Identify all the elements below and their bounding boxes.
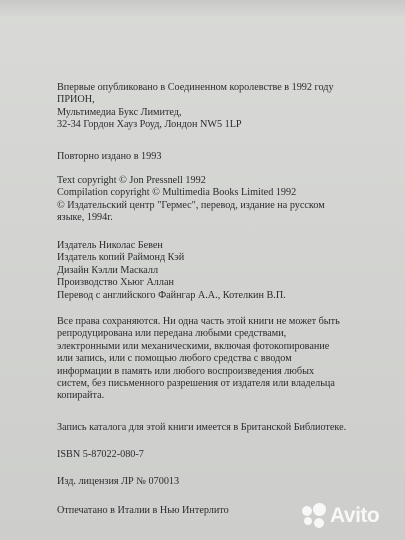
reprint-block — [57, 151, 405, 163]
reprint-line: Повторно издано в 1993 — [57, 151, 162, 162]
imprint-line: Впервые опубликовано в Соединенном королевстве в 1992 году — [57, 82, 334, 93]
license-line: Изд. лицензия ЛР № 070013 — [57, 476, 180, 487]
credit-line: Издатель Николас Бевен — [57, 240, 163, 251]
copyright-block — [57, 175, 405, 225]
copyright-line: языке, 1994г. — [57, 212, 113, 224]
copyright-line: © Издательский центр "Гермес", перевод, издание на русском — [57, 199, 325, 211]
rights-line: информации в память или любого воспроизведения любых — [57, 365, 315, 377]
isbn — [57, 449, 405, 461]
copyright-line: Text copyright © Jon Pressnell 1992 — [57, 175, 206, 186]
rights-paragraph — [57, 316, 359, 403]
rights-line: копирайта. — [57, 390, 105, 402]
avito-watermark — [301, 503, 379, 529]
first-publication-block — [57, 82, 405, 132]
catalogue-line: Запись каталога для этой книги имеется в Британской Библиотеке. — [57, 422, 347, 433]
credits-block — [57, 240, 405, 302]
page-top-edge — [0, 0, 405, 16]
copyright-line: Compilation copyright © Multimedia Books Limited 1992 — [57, 187, 297, 199]
credit-line: Дизайн Кэлли Маскалл — [57, 264, 159, 276]
rights-line: репродуцирована или передана любыми средствами, — [57, 328, 287, 340]
catalogue-note — [57, 422, 405, 434]
rights-line: систем, без письменного разрешения от издателя или владельца — [57, 378, 335, 390]
credit-line: Производство Хьюг Аллан — [57, 277, 174, 289]
imprint-line: 32-34 Гордон Хауз Роуд, Лондон NW5 1LP — [57, 119, 242, 131]
imprint-line: Мультимедиа Букс Лимитед, — [57, 106, 182, 118]
rights-line: Все права сохраняются. Ни одна часть этой книги не может быть — [57, 316, 340, 327]
rights-line: электронными или механическими, включая фотокопирование — [57, 340, 330, 352]
license — [57, 476, 405, 488]
imprint-line: ПРИОН, — [57, 94, 95, 106]
credit-line: Перевод с английского Файнгар А.А., Котелкин В.П. — [57, 289, 286, 301]
isbn-line: ISBN 5-87022-080-7 — [57, 449, 144, 460]
avito-dots-icon — [301, 503, 327, 529]
rights-line: или запись, или с помощью любого средства с вводом — [57, 353, 292, 365]
avito-watermark-text: Avito — [330, 504, 380, 527]
credit-line: Издатель копий Раймонд Кэй — [57, 252, 185, 264]
printed-line: Отпечатано в Италии в Нью Интерлито — [57, 505, 229, 516]
